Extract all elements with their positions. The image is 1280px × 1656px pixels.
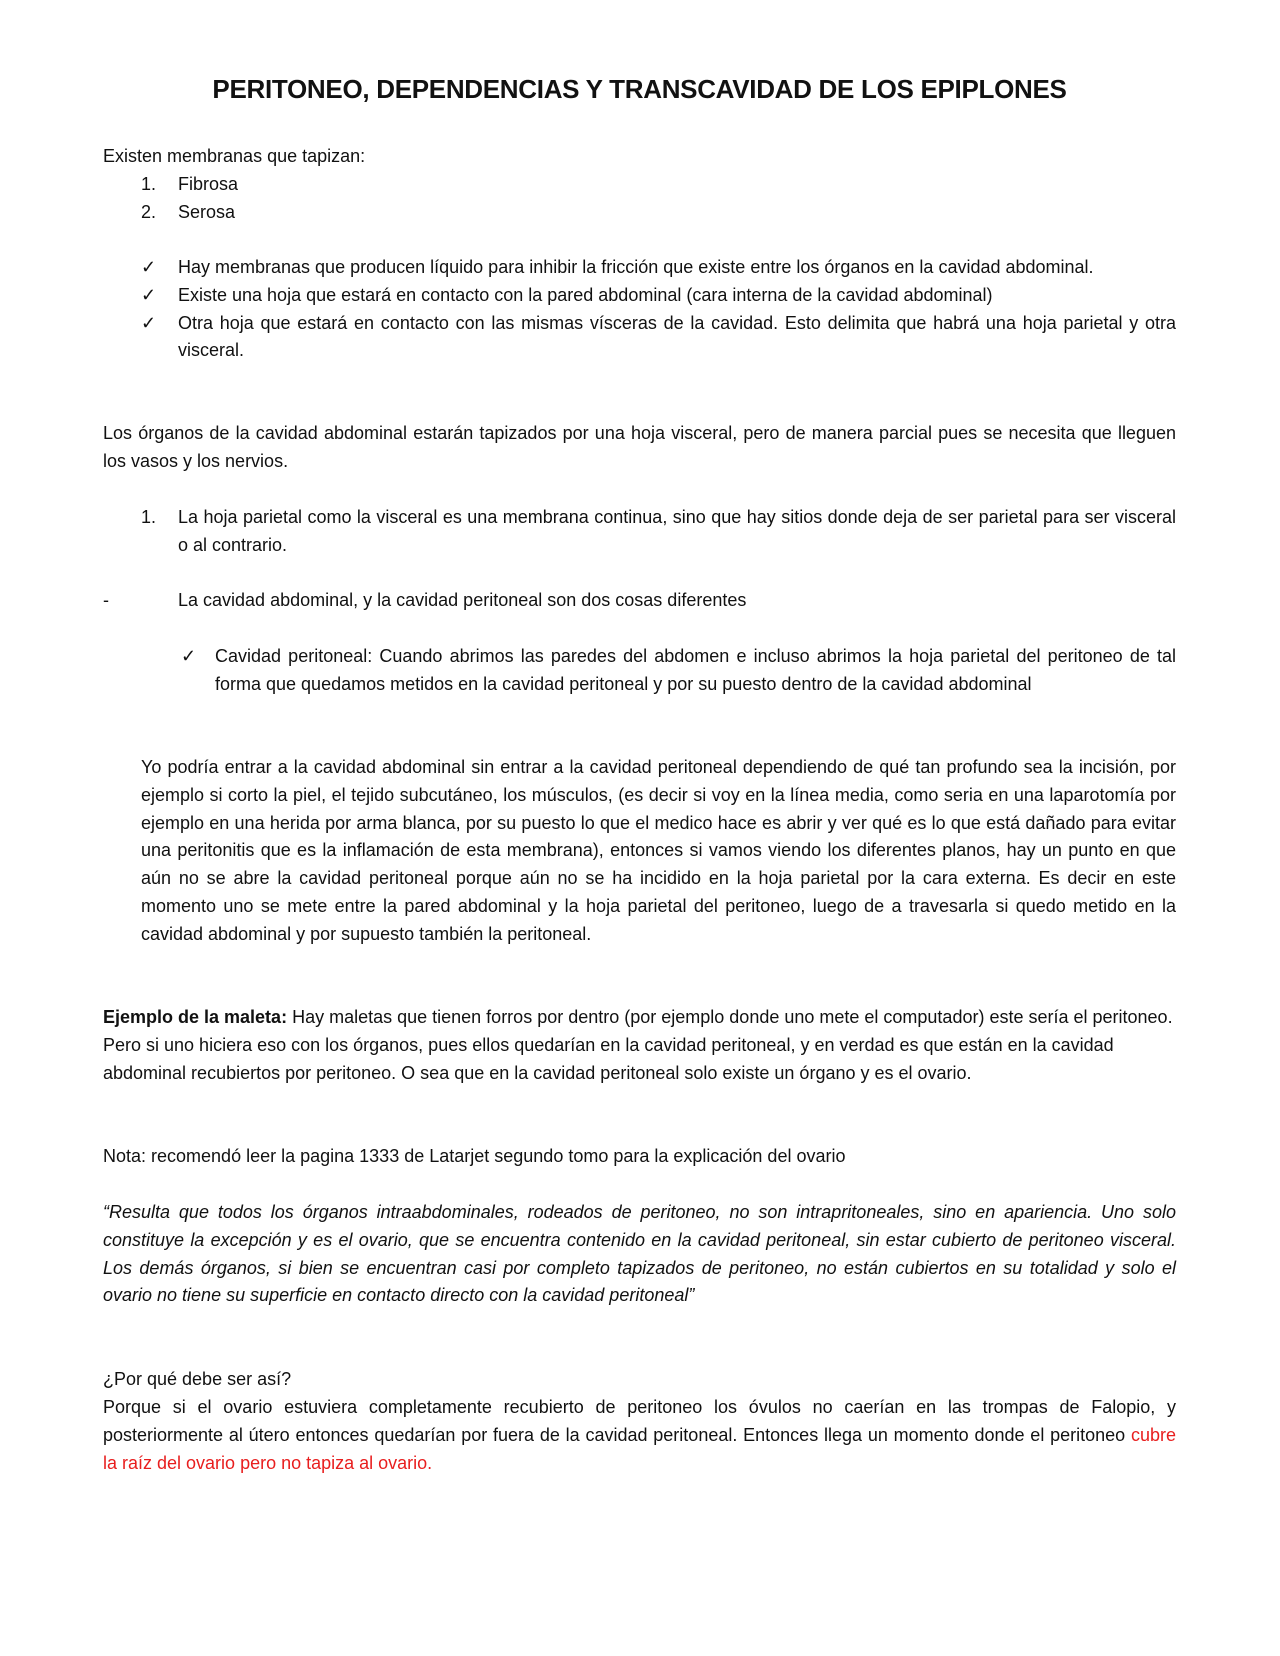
page-title: PERITONEO, DEPENDENCIAS Y TRANSCAVIDAD DE LOS EPIPLONES	[212, 74, 1067, 104]
check-item	[103, 310, 1176, 366]
question-text: ¿Por qué debe ser así?	[103, 1369, 292, 1389]
paragraph-ejemplo	[103, 1004, 1176, 1087]
check-item-text: Hay membranas que producen líquido para inhibir la fricción que existe entre los órganos en la cavidad abdominal.	[178, 257, 1094, 277]
paragraph-yo-podria: Yo podría entrar a la cavidad abdominal sin entrar a la cavidad peritoneal dependiendo de qué tan profundo sea la incisión, por ejemplo si corto la piel, el tejido subcutáneo, los músculos, (es decir si voy en la línea media, como seria en una laparotomía por ejemplo en una herida por arma blanca, por su puesto lo que el medico hace es abrir y ver qué es lo que está dañado para evitar una peritonitis que es la inflamación de esta membrana), entonces si vamos viendo los diferentes planos, hay un punto en que aún no se abre la cavidad peritoneal porque aún no se ha incidido en la hoja parietal por la cara externa. Es decir en este momento uno se mete entre la pared abdominal y la hoja parietal del peritoneo, luego de a travesarla si quedo metido en la cavidad abdominal y por supuesto también la peritoneal.	[141, 757, 1176, 944]
list-item-text: La hoja parietal como la visceral es una membrana continua, sino que hay sitios donde deja de ser parietal para ser visceral o al contrario.	[178, 507, 1176, 555]
list-marker: 2.	[141, 201, 157, 222]
intro-section	[103, 143, 1176, 226]
list-item	[103, 171, 1176, 199]
list-item	[103, 199, 1176, 227]
check-icon: ✓	[141, 257, 157, 277]
paragraph-organos: Los órganos de la cavidad abdominal estarán tapizados por una hoja visceral, pero de manera parcial pues se necesita que lleguen los vasos y los nervios.	[103, 423, 1176, 471]
answer-text: Porque si el ovario estuviera completamente recubierto de peritoneo los óvulos no caerían en las trompas de Falopio, y posteriormente al útero entonces quedarían por fuera de la cavidad peritoneal. Entonces llega un momento donde el peritoneo	[103, 1397, 1176, 1445]
intro-text: Existen membranas que tapizan:	[103, 146, 366, 166]
numbered-item	[103, 504, 1176, 560]
ejemplo-text: Hay maletas que tienen forros por dentro (por ejemplo donde uno mete el computador) este sería el peritoneo. Pero si uno hiciera eso con los órganos, pues ellos quedarían en la cavidad peritoneal, y en verdad es que están en la cavidad abdominal recubiertos por peritoneo. O sea que en la cavidad peritoneal solo existe un órgano y es el ovario.	[103, 1007, 1173, 1083]
cavidad-check-item	[103, 643, 1176, 699]
list-marker: 1.	[141, 173, 157, 194]
check-icon: ✓	[141, 312, 157, 333]
list-marker: 1.	[141, 507, 157, 527]
answer-highlight: cubre la raíz del ovario pero no tapiza al ovario.	[103, 1424, 1176, 1473]
quote-text	[103, 1199, 1176, 1310]
answer-paragraph	[103, 1394, 1176, 1477]
checklist	[103, 254, 1176, 365]
nota-text: Nota: recomendó leer la pagina 1333 de Latarjet segundo tomo para la explicación del ovario	[103, 1146, 846, 1166]
list-item-text: Fibrosa	[178, 173, 239, 194]
check-icon: ✓	[181, 646, 197, 666]
dash-marker: -	[103, 590, 109, 610]
check-item	[103, 282, 1176, 310]
check-item-text: Cavidad peritoneal: Cuando abrimos las paredes del abdomen e incluso abrimos la hoja parietal del peritoneo de tal forma que quedamos metidos en la cavidad peritoneal y por su puesto dentro de la cavidad abdominal	[215, 646, 1176, 694]
check-item-text: Existe una hoja que estará en contacto con la pared abdominal (cara interna de la cavidad abdominal)	[178, 284, 993, 305]
dash-item-text: La cavidad abdominal, y la cavidad peritoneal son dos cosas diferentes	[178, 590, 747, 610]
quote-italic: “Resulta que todos los órganos intraabdominales, rodeados de peritoneo, no son intrapritoneales, sino en apariencia. Uno solo constituye la excepción y es el ovario, que se encuentra contenido en la cavidad peritoneal, sin estar cubierto de peritoneo visceral. Los demás órganos, si bien se encuentran casi por completo tapizados de peritoneo, no están cubiertos en su totalidad y solo el ovario no tiene su superficie en contacto directo con la cavidad peritoneal”	[103, 1202, 1176, 1306]
list-item-text: Serosa	[178, 201, 236, 222]
check-item	[103, 254, 1176, 282]
dash-item	[103, 587, 1176, 615]
check-icon: ✓	[141, 284, 157, 305]
check-item-text: Otra hoja que estará en contacto con las mismas vísceras de la cavidad. Esto delimita que habrá una hoja parietal y otra visceral.	[178, 312, 1176, 361]
ejemplo-label: Ejemplo de la maleta:	[103, 1007, 288, 1027]
